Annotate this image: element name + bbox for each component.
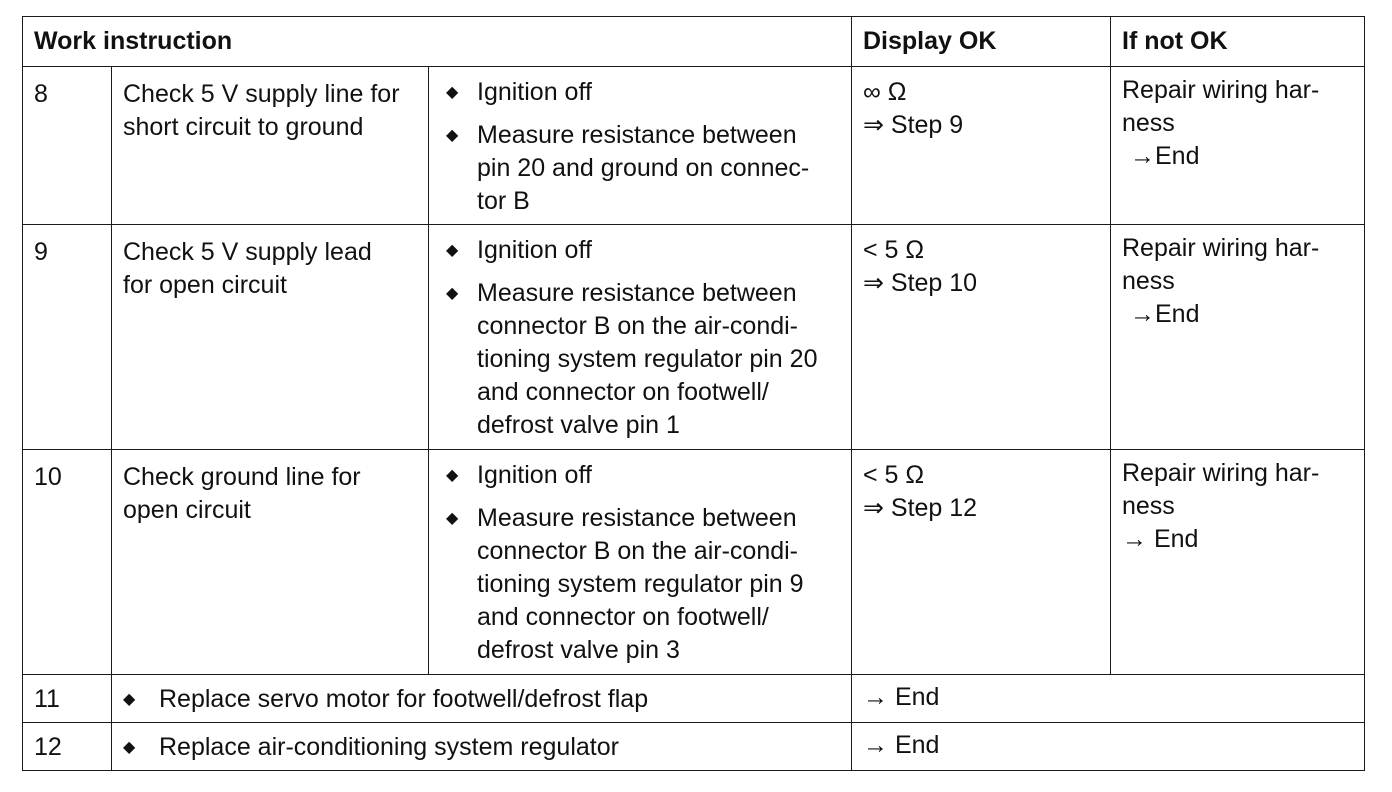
action-item: ◆ Measure resistance between pin 20 and ground on connec- tor B — [441, 119, 843, 218]
table-header-row — [23, 17, 1365, 67]
result-value: → End — [852, 723, 1365, 771]
action-item: ◆ Ignition off — [441, 459, 843, 492]
step-description: Check 5 V supply lead for open circuit — [112, 225, 429, 450]
table-row — [23, 67, 1365, 225]
table-row — [23, 450, 1365, 675]
bullet-icon: ◆ — [446, 510, 459, 527]
bullet-icon: ◆ — [446, 127, 459, 144]
step-number: 10 — [23, 450, 112, 675]
step-number: 11 — [23, 675, 112, 723]
table-row — [23, 225, 1365, 450]
step-actions — [429, 225, 852, 450]
display-ok-value: ∞ Ω ⇒ Step 9 — [852, 67, 1111, 225]
work-instruction-table — [22, 16, 1365, 771]
action-item: ◆ Measure resistance between connector B on the air-condi- tioning system regulator pin 20 and connector on footwell/ defrost valve pin 1 — [441, 277, 843, 442]
action-text: Replace air-conditioning system regulator — [159, 733, 619, 761]
step-description: Check 5 V supply line for short circuit to ground — [112, 67, 429, 225]
step-actions — [429, 450, 852, 675]
step-action-single — [112, 723, 852, 771]
action-item: ◆ Ignition off — [441, 76, 843, 109]
bullet-icon: ◆ — [446, 467, 459, 484]
step-number: 12 — [23, 723, 112, 771]
step-description: Check ground line for open circuit — [112, 450, 429, 675]
if-not-ok-value: Repair wiring har- ness →End — [1111, 225, 1365, 450]
if-not-ok-value: Repair wiring har- ness →End — [1111, 67, 1365, 225]
bullet-icon: ◆ — [123, 739, 136, 756]
bullet-icon: ◆ — [446, 242, 459, 259]
display-ok-value: < 5 Ω ⇒ Step 10 — [852, 225, 1111, 450]
result-value: → End — [852, 675, 1365, 723]
action-item: ◆ Ignition off — [441, 234, 843, 267]
table-row — [23, 723, 1365, 771]
step-actions — [429, 67, 852, 225]
action-item: ◆ Measure resistance between connector B on the air-condi- tioning system regulator pin 9 and connector on footwell/ defrost valve pin 3 — [441, 502, 843, 667]
bullet-icon: ◆ — [446, 84, 459, 101]
bullet-icon: ◆ — [446, 285, 459, 302]
header-display-ok: Display OK — [852, 17, 1111, 67]
header-work-instruction: Work instruction — [23, 17, 852, 67]
action-text: Replace servo motor for footwell/defrost flap — [159, 685, 649, 713]
step-number: 9 — [23, 225, 112, 450]
step-number: 8 — [23, 67, 112, 225]
table-row — [23, 675, 1365, 723]
if-not-ok-value: Repair wiring har- ness → End — [1111, 450, 1365, 675]
header-if-not-ok: If not OK — [1111, 17, 1365, 67]
display-ok-value: < 5 Ω ⇒ Step 12 — [852, 450, 1111, 675]
bullet-icon: ◆ — [123, 691, 136, 708]
step-action-single — [112, 675, 852, 723]
